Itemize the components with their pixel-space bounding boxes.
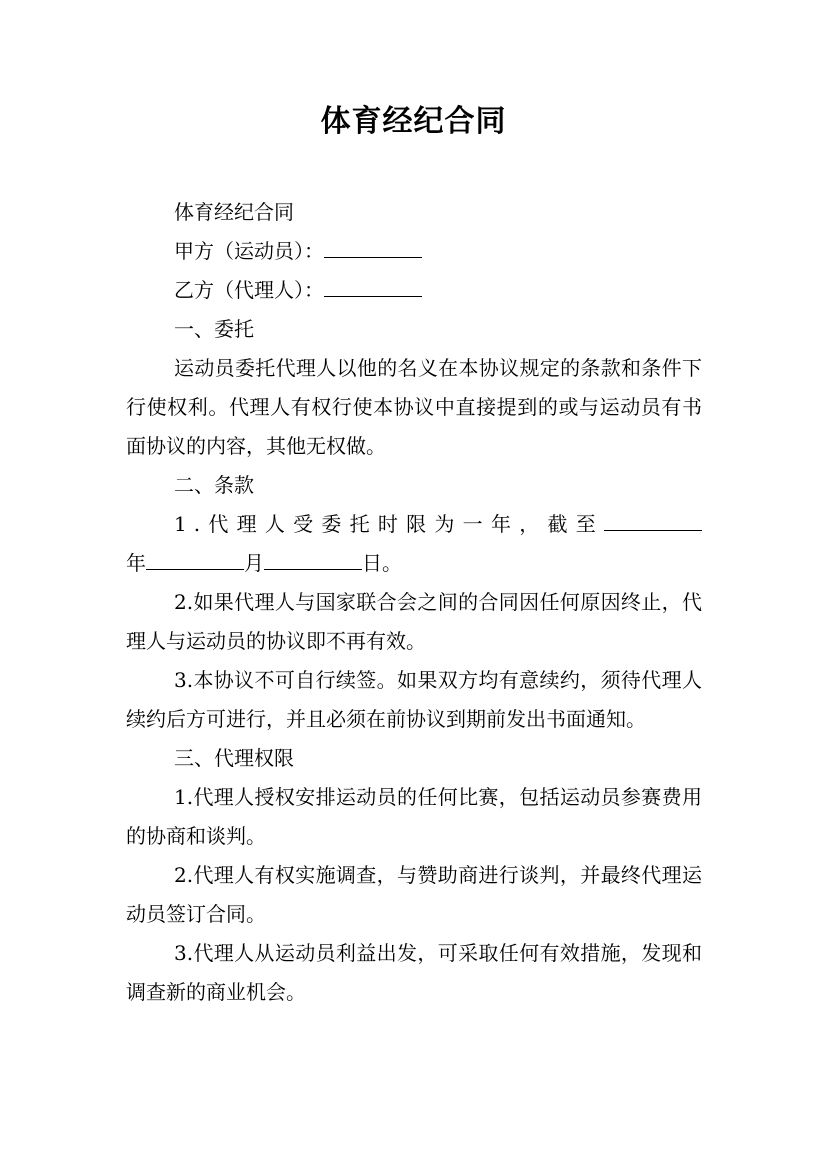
clause-3-3: 3.代理人从运动员利益出发，可采取任何有效措施，发现和调查新的商业机会。	[126, 941, 702, 1004]
month-blank[interactable]	[146, 547, 244, 570]
party-a-line	[126, 232, 702, 271]
clause-2-2: 2.如果代理人与国家联合会之间的合同因任何原因终止，代理人与运动员的协议即不再有效。	[126, 590, 702, 653]
clause-2-1-year-label: 年	[126, 551, 146, 575]
party-a-blank[interactable]	[324, 235, 422, 258]
heading-repeat: 体育经纪合同	[174, 200, 294, 224]
document-body	[126, 193, 702, 1012]
party-b-label: 乙方（代理人）：	[174, 278, 324, 302]
clause-2-3: 3.本协议不可自行续签。如果双方均有意续约，须待代理人续约后方可进行，并且必须在前协议到期前发出书面通知。	[126, 668, 702, 731]
party-a-label: 甲方（运动员）：	[174, 239, 324, 263]
section-1-title: 一、委托	[174, 317, 254, 341]
clause-2-1-month-label: 月	[244, 551, 264, 575]
party-b-line	[126, 271, 702, 310]
clause-3-2: 2.代理人有权实施调查，与赞助商进行谈判，并最终代理运动员签订合同。	[126, 863, 702, 926]
section-2-title: 二、条款	[174, 473, 254, 497]
section-1-text: 运动员委托代理人以他的名义在本协议规定的条款和条件下行使权利。代理人有权行使本协议中直接提到的或与运动员有书面协议的内容，其他无权做。	[126, 356, 702, 458]
party-b-blank[interactable]	[324, 274, 422, 297]
clause-2-1-day-label: 日。	[362, 551, 402, 575]
day-blank[interactable]	[264, 547, 362, 570]
year-blank[interactable]	[604, 508, 702, 531]
clause-2-1	[126, 505, 702, 583]
clause-3-1: 1.代理人授权安排运动员的任何比赛，包括运动员参赛费用的协商和谈判。	[126, 785, 702, 848]
clause-2-1-text: 1.代理人受委托时限为一年，截至	[174, 512, 604, 536]
section-3-title: 三、代理权限	[174, 746, 294, 770]
document-title: 体育经纪合同	[320, 104, 507, 139]
